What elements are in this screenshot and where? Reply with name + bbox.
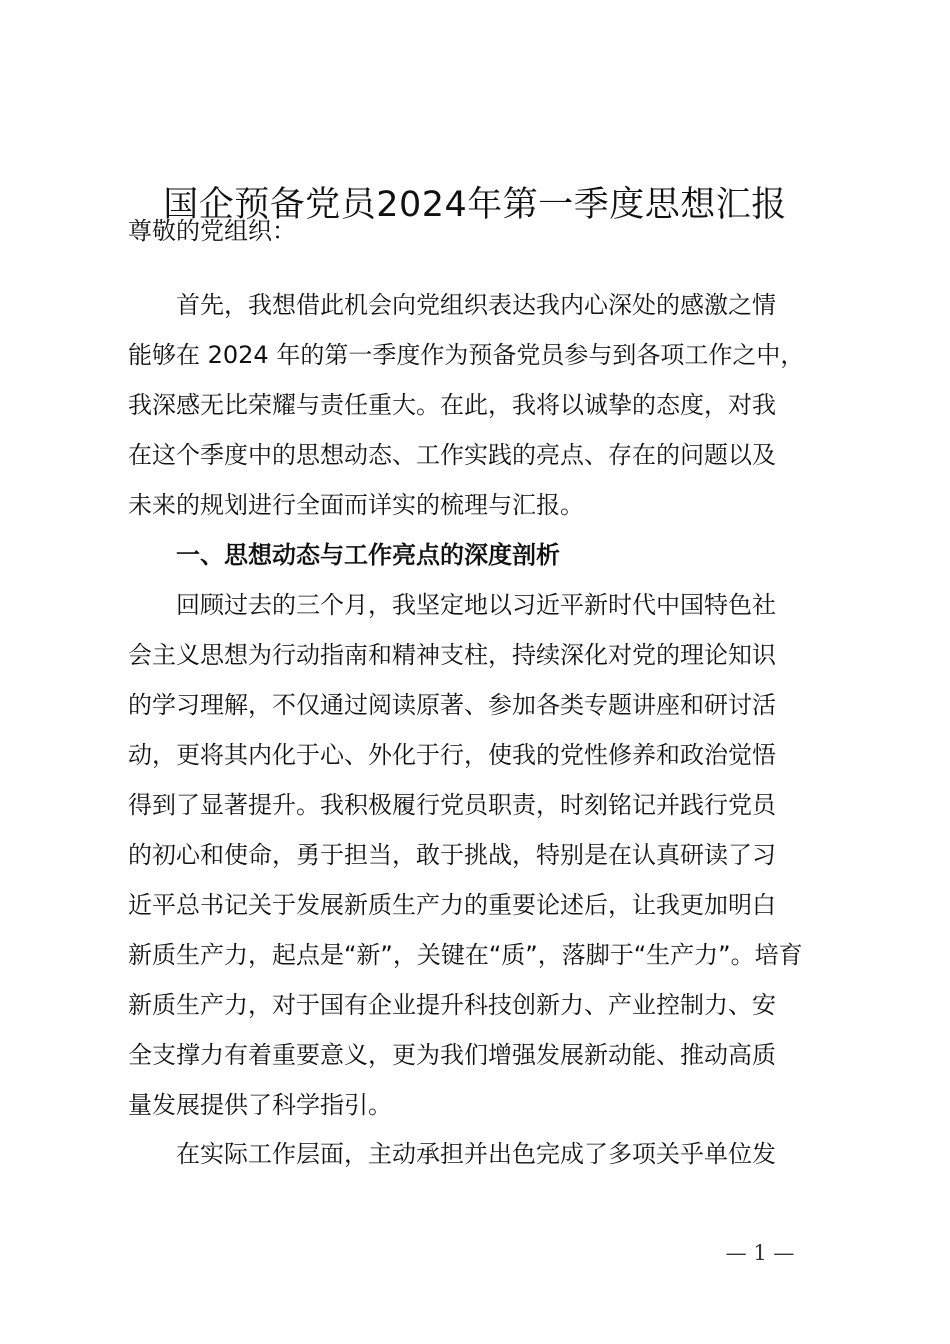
paragraph-line: 新质生产力，对于国有企业提升科技创新力、产业控制力、安 (128, 991, 776, 1019)
document-title: 国企预备党员2024年第一季度思想汇报 (163, 185, 787, 225)
paragraph-line: 近平总书记关于发展新质生产力的重要论述后，让我更加明白 (128, 891, 776, 919)
paragraph-line: 的初心和使命，勇于担当，敢于挑战，特别是在认真研读了习 (128, 841, 776, 869)
section-heading: 一、思想动态与工作亮点的深度剖析 (176, 541, 560, 569)
paragraph-line: 得到了显著提升。我积极履行党员职责，时刻铭记并践行党员 (128, 791, 776, 819)
paragraph-line: 新质生产力，起点是“新”，关键在“质”，落脚于“生产力”。培育 (128, 941, 803, 969)
paragraph-line: 我深感无比荣耀与责任重大。在此，我将以诚挚的态度，对我 (128, 391, 776, 419)
paragraph-line: 动，更将其内化于心、外化于行，使我的党性修养和政治觉悟 (128, 741, 776, 769)
salutation: 尊敬的党组织： (128, 217, 296, 245)
paragraph-line: 能够在 2024 年的第一季度作为预备党员参与到各项工作之中， (128, 341, 805, 369)
paragraph-line: 回顾过去的三个月，我坚定地以习近平新时代中国特色社 (176, 591, 776, 619)
paragraph-line: 的学习理解，不仅通过阅读原著、参加各类专题讲座和研讨活 (128, 691, 776, 719)
page-number: — 1 — (725, 1241, 795, 1265)
paragraph-line: 全支撑力有着重要意义，更为我们增强发展新动能、推动高质 (128, 1041, 776, 1069)
paragraph-line: 会主义思想为行动指南和精神支柱，持续深化对党的理论知识 (128, 641, 776, 669)
paragraph-line: 在实际工作层面，主动承担并出色完成了多项关乎单位发 (176, 1140, 776, 1168)
paragraph-line: 未来的规划进行全面而详实的梳理与汇报。 (128, 491, 584, 519)
paragraph-line: 在这个季度中的思想动态、工作实践的亮点、存在的问题以及 (128, 441, 776, 469)
paragraph-line: 首先，我想借此机会向党组织表达我内心深处的感激之情 (176, 291, 776, 319)
paragraph-line: 量发展提供了科学指引。 (128, 1091, 392, 1119)
